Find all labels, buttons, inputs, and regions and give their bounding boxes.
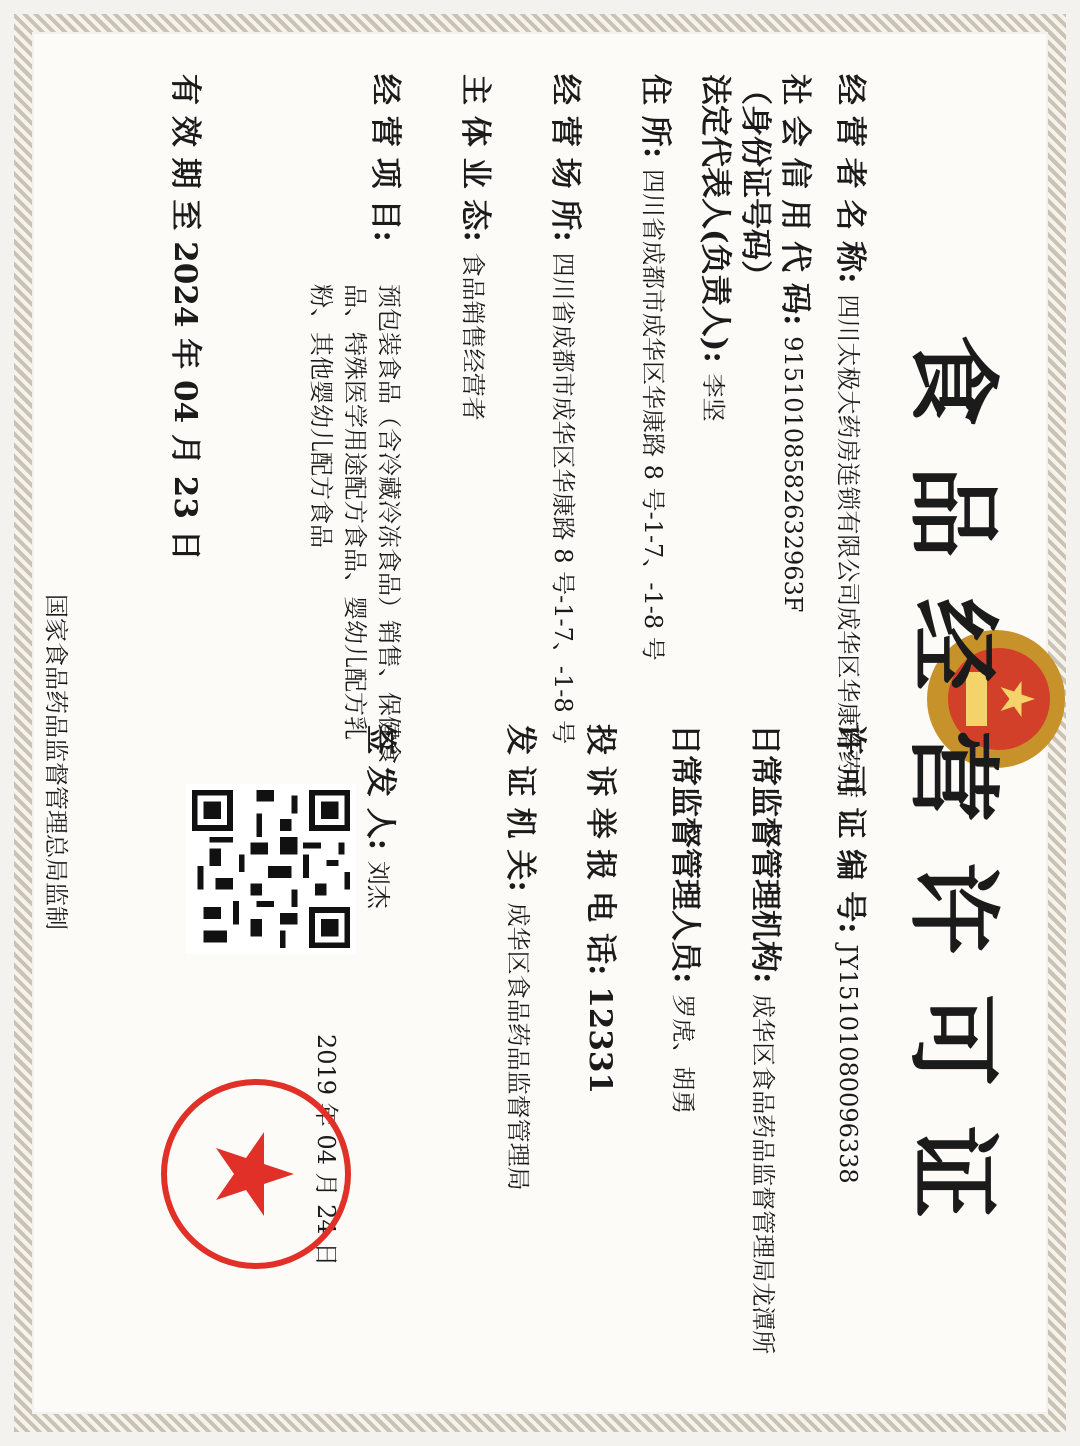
footer-supervisor: 国家食品药品监督管理总局监制 <box>42 594 70 930</box>
validity-text: 有 效 期 至 2024 年 04 月 23 日 <box>167 74 203 561</box>
supervisors-value: 罗虎、胡勇 <box>669 994 697 1115</box>
issuing-authority-row <box>501 724 546 1191</box>
credit-code-value: 91510108582632963F <box>779 336 807 613</box>
premises-row <box>546 74 591 744</box>
signer-value: 刘杰 <box>364 860 392 909</box>
business-type-label: 主 体 业 态: <box>457 74 493 242</box>
credit-code-row <box>776 74 821 612</box>
premises-label: 经 营 场 所: <box>547 74 583 242</box>
operator-name-value: 四川太极大药房连锁有限公司成华区华康路药店 <box>834 294 862 799</box>
credit-code-label: 社 会 信 用 代 码: <box>777 74 813 326</box>
complaint-phone-row <box>581 724 626 1094</box>
legal-rep-row <box>696 74 741 422</box>
premises-value: 四川省成都市成华区华康路 8 号-1-7、-1-8 号 <box>549 252 577 745</box>
issue-date: 2019 年 04 月 24 日 <box>312 1034 340 1267</box>
supervision-agency-value: 成华区食品药品监督管理局龙潭所 <box>749 994 777 1355</box>
license-number-label: 许 可 证 编 号: <box>832 724 868 934</box>
license-number-value: JY15101080096338 <box>834 944 862 1184</box>
complaint-phone-value: 12331 <box>582 986 618 1095</box>
qr-code[interactable] <box>186 784 356 954</box>
business-items-row <box>366 74 411 242</box>
complaint-phone-label: 投 诉 举 报 电 话: <box>582 724 618 976</box>
operator-name-label: 经 营 者 名 称: <box>832 74 868 284</box>
id-number-label: （身份证号码） <box>737 74 773 291</box>
supervision-agency-row <box>746 724 791 1354</box>
certificate-content <box>34 34 1046 1412</box>
address-label: 住 所: <box>637 74 673 159</box>
legal-rep-label: 法定代表人(负责人): <box>697 74 733 363</box>
license-number-row <box>831 724 876 1184</box>
signer-label: 签 发 人: <box>362 724 398 851</box>
supervision-agency-label: 日常监督管理机构: <box>747 724 783 984</box>
operator-name-row <box>831 74 876 798</box>
signer-row <box>361 724 406 909</box>
issuing-authority-label: 发 证 机 关: <box>502 724 538 892</box>
id-number-row <box>736 74 781 291</box>
legal-rep-value: 李坚 <box>699 373 727 422</box>
supervisors-row <box>666 724 711 1114</box>
business-type-value: 食品销售经营者 <box>459 252 487 421</box>
official-seal <box>156 1074 356 1274</box>
certificate-title: 食品经营许可证 <box>899 334 1007 1259</box>
issuing-authority-value: 成华区食品药品监督管理局 <box>504 902 532 1191</box>
business-type-row <box>456 74 501 421</box>
business-items-value: 预包装食品（含冷藏冷冻食品）销售、保健食品、特殊医学用途配方食品、婴幼儿配方乳粉、其他婴幼儿配方食品 <box>307 284 403 764</box>
address-value: 四川省成都市成华区华康路 8 号-1-7、-1-8 号 <box>639 169 667 661</box>
address-row <box>636 74 681 661</box>
business-items-label: 经 营 项 目: <box>367 74 403 242</box>
supervisors-label: 日常监督管理人员: <box>667 724 703 984</box>
